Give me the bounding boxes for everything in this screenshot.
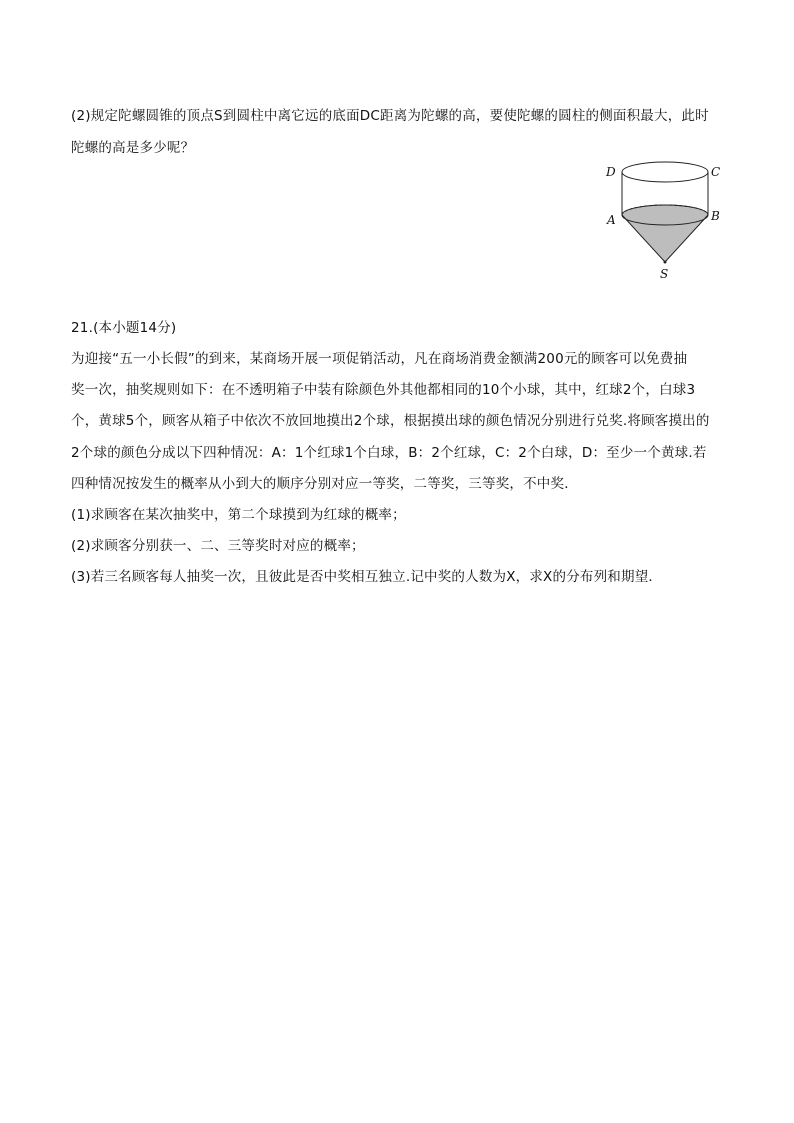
vertex-s-point	[664, 261, 667, 264]
cylinder-cone-figure	[600, 156, 730, 286]
label-d: D	[606, 165, 616, 179]
problem21-text-line-3: 个，黄球5个，顾客从箱子中依次不放回地摸出2个球，根据摸出球的颜色情况分别进行兑奖.将顾客摸出的	[71, 413, 710, 429]
label-c: C	[711, 165, 721, 179]
problem20-part2-line2: 陀螺的高是多少呢？	[71, 140, 195, 156]
label-b: B	[711, 209, 720, 223]
problem21-text-line-2: 奖一次，抽奖规则如下：在不透明箱子中装有除颜色外其他都相同的10个小球，其中，红球2个，白球3	[71, 382, 696, 398]
cone-shape	[622, 205, 708, 262]
problem20-part2-line1: (2)规定陀螺圆锥的顶点S到圆柱中离它远的底面DC距离为陀螺的高，要使陀螺的圆柱的侧面积最大，此时	[71, 108, 709, 124]
label-a: A	[607, 213, 616, 227]
problem21-question-1: (1)求顾客在某次抽奖中，第二个球摸到为红球的概率；	[71, 507, 406, 523]
label-s: S	[660, 267, 669, 281]
cylinder-top-ellipse	[622, 162, 708, 182]
problem21-question-3: (3)若三名顾客每人抽奖一次，且彼此是否中奖相互独立.记中奖的人数为X，求X的分布列和期望．	[71, 569, 663, 585]
problem21-text-line-1: 为迎接“五一小长假”的到来，某商场开展一项促销活动，凡在商场消费金额满200元的顾客可以免费抽	[71, 351, 688, 367]
problem21-text-line-4: 2个球的颜色分成以下四种情况：A：1个红球1个白球，B：2个红球，C：2个白球，D：至少一个黄球.若	[71, 445, 707, 461]
problem21-question-2: (2)求顾客分别获一、二、三等奖时对应的概率；	[71, 538, 365, 554]
problem21-text-line-5: 四种情况按发生的概率从小到大的顺序分别对应一等奖，二等奖，三等奖，不中奖．	[71, 476, 578, 492]
problem21-header: 21.(本小题14分)	[71, 320, 177, 336]
cylinder-cone-svg	[600, 156, 730, 286]
